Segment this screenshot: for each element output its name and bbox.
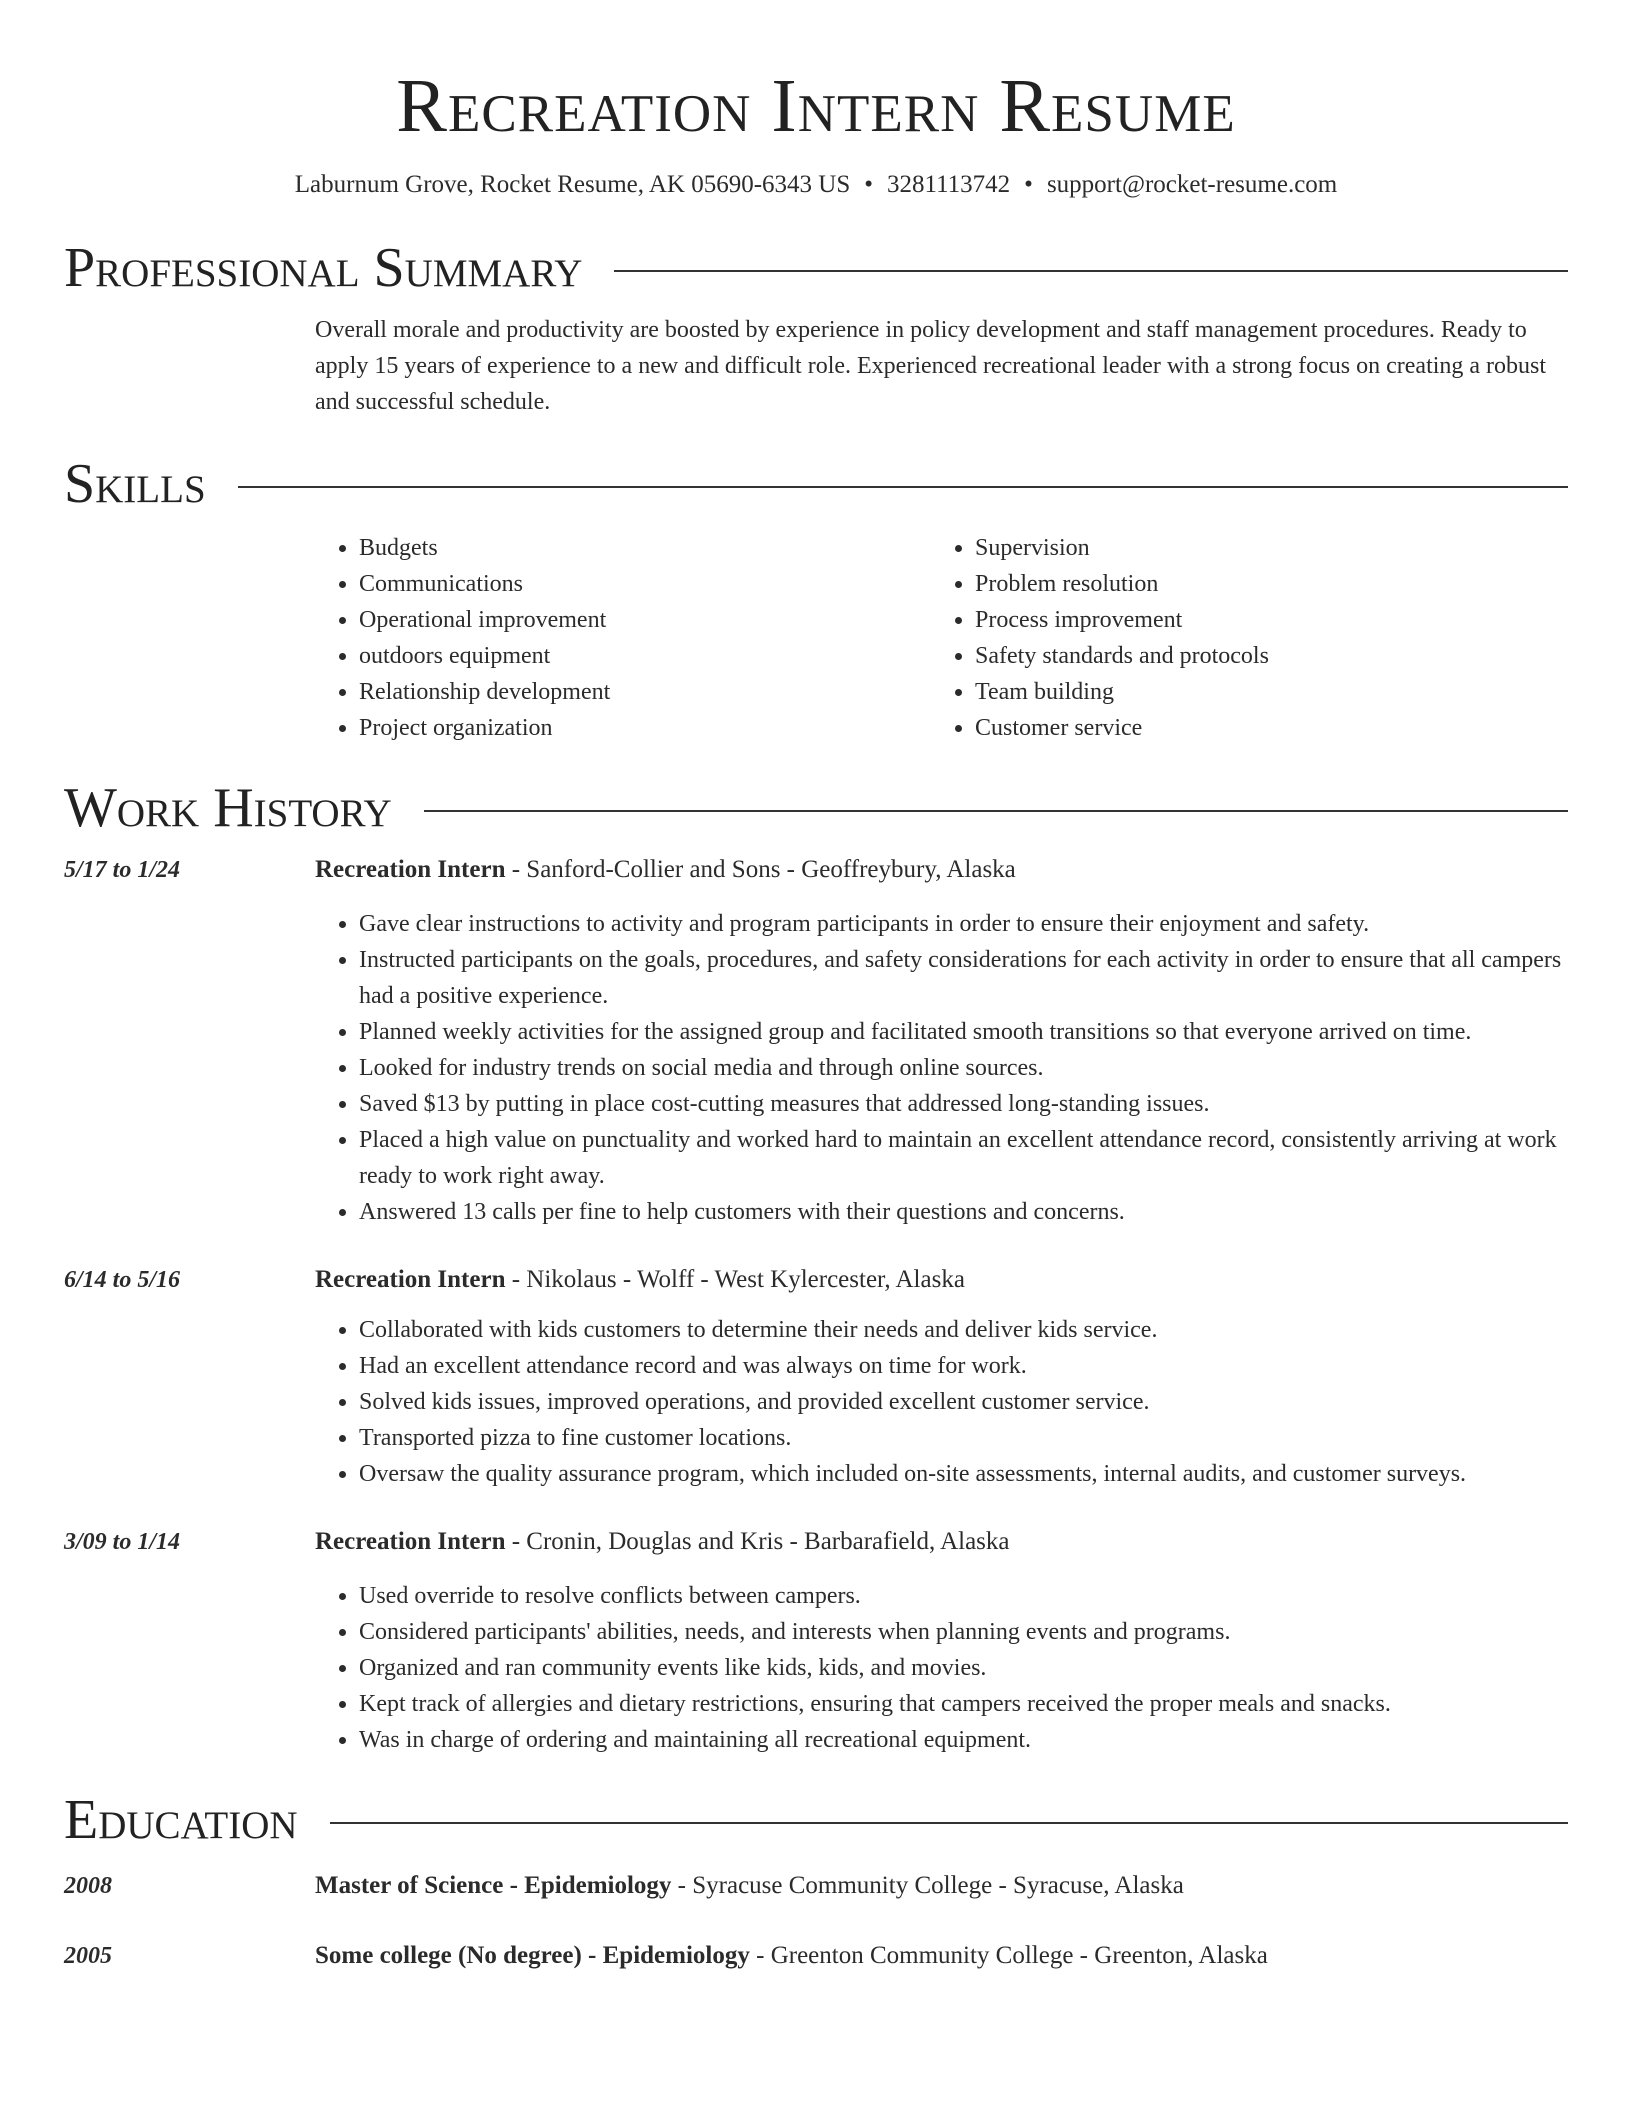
job-bullet: • Kept track of allergies and dietary restrictions, ensuring that campers received the proper meals and snacks. (359, 1686, 1568, 1722)
education-section-title: Education (64, 1789, 298, 1851)
work-section-header (64, 776, 1568, 840)
job-bullet: • Gave clear instructions to activity and program participants in order to ensure their enjoyment and safety. (359, 906, 1568, 942)
education-heading (315, 1938, 1568, 1974)
job-heading (315, 1262, 1568, 1298)
job-bullet: • Considered participants' abilities, needs, and interests when planning events and programs. (359, 1614, 1568, 1650)
skill-item: • Supervision (975, 530, 1547, 566)
job-bullets (315, 1312, 1568, 1492)
job-heading (315, 852, 1568, 888)
contact-email: support@rocket-resume.com (1046, 171, 1338, 198)
job-bullet: • Organized and ran community events like kids, kids, and movies. (359, 1650, 1568, 1686)
summary-section (315, 312, 1568, 420)
job-bullet: • Was in charge of ordering and maintaining all recreational equipment. (359, 1722, 1568, 1758)
skill-item: • Process improvement (975, 602, 1547, 638)
resume-title: Recreation Intern Resume (396, 64, 1236, 148)
summary-section-title: Professional Summary (64, 237, 583, 299)
education-entry (64, 1938, 1568, 1974)
job-details: - Nikolaus - Wolff - West Kylercester, Alaska (505, 1266, 965, 1293)
skill-item: • Problem resolution (975, 566, 1547, 602)
job-dates: 6/14 to 5/16 (64, 1267, 181, 1293)
summary-text: Overall morale and productivity are boosted by experience in policy development and staff management procedures. Ready to apply 15 years of experience to a new and difficult role. Experienced recreational leader with a strong focus on creating a robust and successful schedule. (315, 317, 1547, 415)
job-role: Recreation Intern (315, 1266, 506, 1293)
job-bullet: • Solved kids issues, improved operations, and provided excellent customer service. (359, 1384, 1568, 1420)
job-bullet: • Placed a high value on punctuality and worked hard to maintain an excellent attendance record, consistently arriving at work ready to work right away. (359, 1122, 1568, 1194)
education-heading (315, 1868, 1568, 1904)
job-bullet: • Collaborated with kids customers to determine their needs and deliver kids service. (359, 1312, 1568, 1348)
education-details: - Syracuse Community College - Syracuse, Alaska (671, 1872, 1184, 1899)
section-divider (238, 486, 1568, 488)
job-heading (315, 1524, 1568, 1560)
job-bullets (315, 1578, 1568, 1758)
skills-column-right (931, 530, 1547, 746)
contact-separator: • (864, 171, 874, 198)
education-entry (64, 1868, 1568, 1904)
job-entry (64, 1262, 1568, 1492)
job-entry (64, 852, 1568, 1230)
skill-item: • Budgets (359, 530, 931, 566)
skill-item: • Customer service (975, 710, 1547, 746)
job-details: - Sanford-Collier and Sons - Geoffreybury, Alaska (505, 856, 1016, 883)
skills-column-left (315, 530, 931, 746)
job-dates: 5/17 to 1/24 (64, 857, 181, 883)
job-bullet: • Answered 13 calls per fine to help customers with their questions and concerns. (359, 1194, 1568, 1230)
contact-separator: • (1024, 171, 1033, 198)
education-year: 2008 (64, 1873, 112, 1899)
job-bullet: • Saved $13 by putting in place cost-cutting measures that addressed long-standing issues. (359, 1086, 1568, 1122)
job-role: Recreation Intern (315, 856, 506, 883)
section-divider (614, 270, 1568, 272)
job-bullet: • Used override to resolve conflicts between campers. (359, 1578, 1568, 1614)
job-role: Recreation Intern (315, 1528, 506, 1555)
skills-section-header (64, 452, 1568, 516)
job-details: - Cronin, Douglas and Kris - Barbarafield, Alaska (505, 1528, 1010, 1555)
skills-section-title: Skills (64, 453, 206, 515)
work-section-title: Work History (64, 777, 392, 839)
job-bullet: • Transported pizza to fine customer locations. (359, 1420, 1568, 1456)
job-bullet: • Had an excellent attendance record and was always on time for work. (359, 1348, 1568, 1384)
job-bullet: • Oversaw the quality assurance program, which included on-site assessments, internal audits, and customer surveys. (359, 1456, 1568, 1492)
education-details: - Greenton Community College - Greenton, Alaska (749, 1942, 1268, 1969)
education-degree: Some college (No degree) - Epidemiology (315, 1942, 750, 1969)
education-year: 2005 (64, 1943, 112, 1969)
contact-line (64, 168, 1568, 202)
skill-item: • Project organization (359, 710, 931, 746)
skill-item: • Relationship development (359, 674, 931, 710)
section-divider (330, 1822, 1568, 1824)
skill-item: • Safety standards and protocols (975, 638, 1547, 674)
job-dates: 3/09 to 1/14 (64, 1529, 181, 1555)
skill-item: • outdoors equipment (359, 638, 931, 674)
job-entry (64, 1524, 1568, 1758)
contact-address: Laburnum Grove, Rocket Resume, AK 05690-6343 US (294, 171, 851, 198)
contact-phone: 3281113742 (887, 171, 1011, 198)
skill-item: • Operational improvement (359, 602, 931, 638)
education-section-header (64, 1788, 1568, 1852)
education-degree: Master of Science - Epidemiology (315, 1872, 672, 1899)
skills-list (315, 530, 1568, 746)
skill-item: • Team building (975, 674, 1547, 710)
skill-item: • Communications (359, 566, 931, 602)
summary-section-header (64, 236, 1568, 300)
section-divider (424, 810, 1568, 812)
job-bullet: • Instructed participants on the goals, procedures, and safety considerations for each activity in order to ensure that all campers had a positive experience. (359, 942, 1568, 1014)
job-bullet: • Looked for industry trends on social media and through online sources. (359, 1050, 1568, 1086)
job-bullet: • Planned weekly activities for the assigned group and facilitated smooth transitions so that everyone arrived on time. (359, 1014, 1568, 1050)
job-bullets (315, 906, 1568, 1230)
